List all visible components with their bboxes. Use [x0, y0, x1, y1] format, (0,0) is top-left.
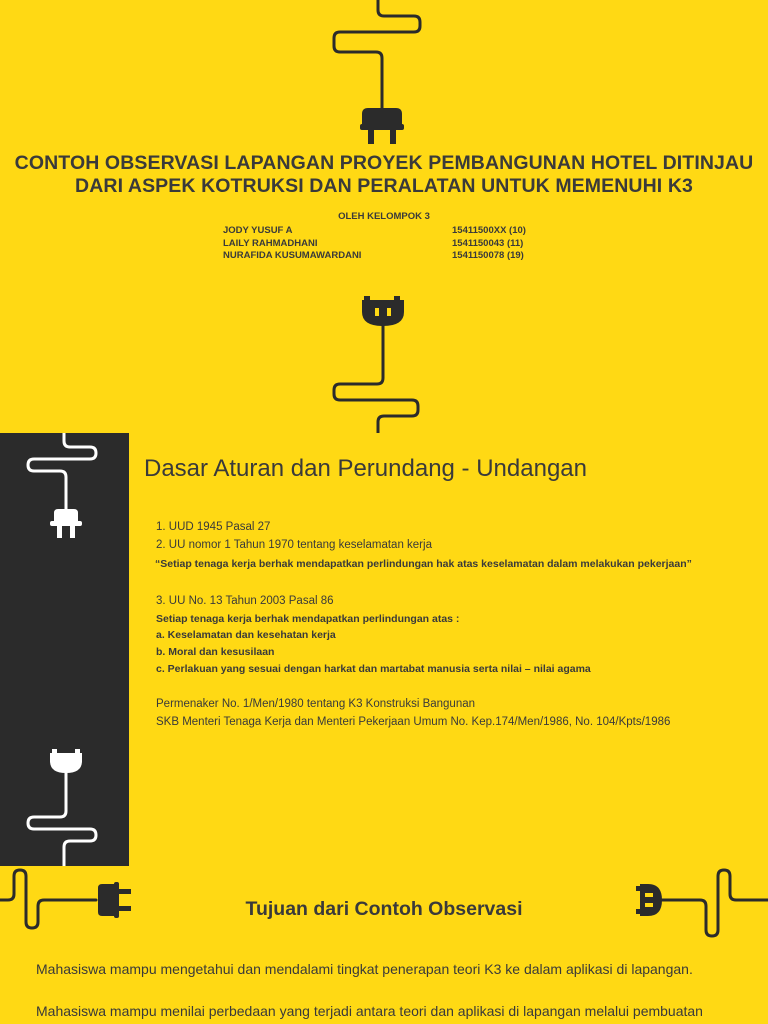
regulations-slide [0, 433, 768, 866]
socket-cable-right-icon [0, 866, 768, 1024]
member-id: 15411500XX (10) [452, 225, 526, 236]
regulation-item: c. Perlakuan yang sesuai dengan harkat dan martabat manusia serta nilai – nilai agama [156, 663, 591, 675]
group-label: OLEH KELOMPOK 3 [338, 211, 430, 222]
objective-paragraph: Mahasiswa mampu menilai perbedaan yang terjadi antara teori dan aplikasi di lapangan melalui pembuatan [36, 1003, 703, 1019]
objective-paragraph: Mahasiswa mampu mengetahui dan mendalami tingkat penerapan teori K3 ke dalam aplikasi di lapangan. [36, 961, 693, 977]
regulation-line: SKB Menteri Tenaga Kerja dan Menteri Pekerjaan Umum No. Kep.174/Men/1986, No. 104/Kpts/1986 [156, 716, 671, 728]
objectives-slide [0, 866, 768, 1024]
member-name: LAILY RAHMADHANI [223, 238, 318, 249]
title-slide [0, 0, 768, 433]
member-name: JODY YUSUF A [223, 225, 293, 236]
regulation-line: 3. UU No. 13 Tahun 2003 Pasal 86 [156, 595, 334, 607]
slide-title: Tujuan dari Contoh Observasi [245, 898, 523, 920]
side-panel [0, 433, 129, 866]
regulation-line: Permenaker No. 1/Men/1980 tentang K3 Konstruksi Bangunan [156, 698, 476, 710]
regulation-item: a. Keselamatan dan kesehatan kerja [156, 629, 336, 641]
regulation-line: 1. UUD 1945 Pasal 27 [156, 521, 271, 533]
socket-cable-bottom-icon [0, 0, 768, 433]
slide-title: Dasar Aturan dan Perundang - Undangan [144, 455, 587, 482]
regulation-line: 2. UU nomor 1 Tahun 1970 tentang keselamatan kerja [156, 539, 432, 551]
regulation-item: b. Moral dan kesusilaan [156, 646, 275, 658]
member-name: NURAFIDA KUSUMAWARDANI [223, 250, 362, 261]
regulation-line: Setiap tenaga kerja berhak mendapatkan perlindungan atas : [156, 613, 460, 625]
member-id: 1541150043 (11) [452, 238, 524, 249]
title-line-1: CONTOH OBSERVASI LAPANGAN PROYEK PEMBANGUNAN HOTEL DITINJAU [14, 152, 754, 174]
member-id: 1541150078 (19) [452, 250, 524, 261]
regulation-quote: “Setiap tenaga kerja berhak mendapatkan perlindungan hak atas keselamatan dalam melakukan pekerjaan” [155, 558, 692, 570]
title-line-2: DARI ASPEK KOTRUKSI DAN PERALATAN UNTUK MEMENUHI K3 [75, 175, 693, 197]
socket-cable-icon [0, 433, 129, 866]
